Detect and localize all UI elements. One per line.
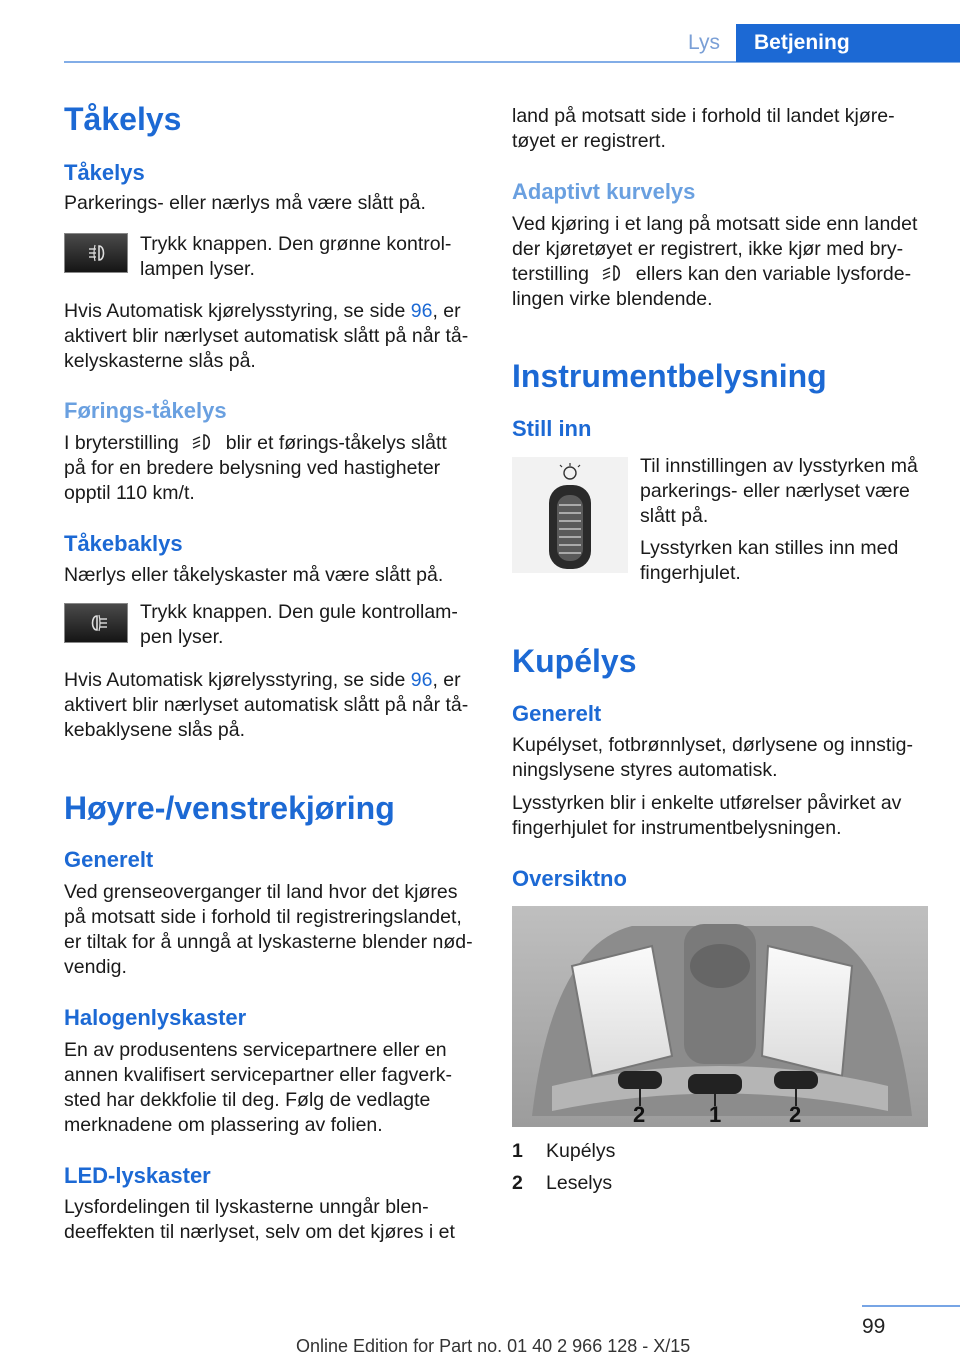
heading-kupelys: Kupélys	[512, 643, 637, 679]
paragraph-line: parkerings- eller nærlyset være	[640, 480, 910, 502]
paragraph-line: opptil 110 km/t.	[64, 482, 195, 504]
paragraph-line: aktivert blir nærlyset automatisk slått på når tå‐	[64, 694, 469, 716]
guide-fog-icon	[600, 263, 624, 283]
paragraph-line: Hvis Automatisk kjørelysstyring, se side 96, er	[64, 300, 461, 322]
instruction-line: Trykk knappen. Den gule kontrollam‐	[140, 601, 458, 623]
front-fog-icon	[87, 242, 109, 264]
footer-rule	[862, 1305, 960, 1307]
paragraph-line: kebaklysene slås på.	[64, 719, 246, 741]
paragraph-line: Kupélyset, fotbrønnlyset, dørlysene og innstig‐	[512, 734, 914, 756]
page-number: 99	[862, 1315, 886, 1338]
paragraph-line: fingerhjulet.	[640, 562, 741, 584]
photo-callout-label: 1	[709, 1102, 722, 1127]
paragraph-line: der kjøretøyet er registrert, ikke kjør med bry‐	[512, 238, 904, 260]
instruction-line: pen lyser.	[140, 626, 224, 648]
paragraph-line: Lysstyrken blir i enkelte utførelser påvirket av	[512, 792, 902, 814]
heading-takelys: Tåkelys	[64, 101, 182, 137]
paragraph-line: Til innstillingen av lysstyrken må	[640, 455, 918, 477]
thumbwheel-illustration	[512, 457, 628, 573]
subheading-still-inn: Still inn	[512, 416, 592, 441]
heading-instrumentbelysning: Instrumentbelysning	[512, 358, 827, 394]
subheading-halogenlyskaster: Halogenlyskaster	[64, 1005, 247, 1030]
subheading-oversiktno: Oversiktno	[512, 866, 627, 891]
paragraph: Nærlys eller tåkelyskaster må være slått på.	[64, 564, 444, 586]
paragraph-line: Hvis Automatisk kjørelysstyring, se side 96, er	[64, 669, 461, 691]
subheading-generelt: Generelt	[64, 847, 154, 872]
interior-light-illustration	[512, 906, 928, 1127]
paragraph-line: terstilling ellers kan den variable lysforde‐	[512, 263, 912, 285]
header-rule	[64, 61, 960, 63]
subheading-led-lyskaster: LED-lyskaster	[64, 1163, 211, 1188]
photo-callout-label: 2	[633, 1102, 646, 1127]
paragraph-line: er tiltak for å unngå at lyskasterne blender nød‐	[64, 931, 473, 953]
instruction-line: Trykk knappen. Den grønne kontrol‐	[140, 233, 452, 255]
legend-number: 2	[512, 1172, 523, 1194]
paragraph-line: Lysstyrken kan stilles inn med	[640, 537, 899, 559]
page-link[interactable]: 96	[410, 669, 433, 691]
interior-light-photo	[512, 906, 928, 1127]
legend-text: Leselys	[546, 1172, 613, 1194]
heading-hoyre-venstrekjoring: Høyre-/venstrekjøring	[64, 790, 395, 826]
paragraph-line: lingen virke blendende.	[512, 288, 713, 310]
legend-number: 1	[512, 1140, 523, 1162]
header-tab-lys[interactable]: Lys	[688, 31, 720, 54]
photo-callout-label: 2	[789, 1102, 802, 1127]
paragraph-line: slått på.	[640, 505, 709, 527]
subheading-takelys: Tåkelys	[64, 160, 145, 185]
paragraph-line: tøyet er registrert.	[512, 130, 666, 152]
rear-fog-button-image	[64, 603, 128, 643]
paragraph-line: Ved grenseoverganger til land hvor det kjøres	[64, 881, 458, 903]
subheading-forings-takelys: Førings-tåkelys	[64, 398, 227, 423]
paragraph-line: I bryterstilling blir et førings-tåkelys slått	[64, 432, 447, 454]
subheading-adaptivt-kurvelys: Adaptivt kurvelys	[512, 179, 696, 204]
paragraph-line: Lysfordelingen til lyskasterne unngår blen‐	[64, 1196, 429, 1218]
edition-footer: Online Edition for Part no. 01 40 2 966 128 - X/15	[296, 1336, 691, 1356]
paragraph-line: på motsatt side i forhold til registreringslandet,	[64, 906, 462, 928]
subheading-generelt: Generelt	[512, 701, 602, 726]
header-tab-betjening[interactable]: Betjening	[736, 24, 960, 62]
paragraph-line: sted har dekkfolie til deg. Følg de vedlagte	[64, 1089, 431, 1111]
paragraph-line: aktivert blir nærlyset automatisk slått på når tå‐	[64, 325, 469, 347]
paragraph-line: annen kvalifisert servicepartner eller fagverk‐	[64, 1064, 453, 1086]
legend-text: Kupélys	[546, 1140, 616, 1162]
paragraph-line: merknadene om plassering av folien.	[64, 1114, 383, 1136]
paragraph-line: kelyskasterne slås på.	[64, 350, 256, 372]
paragraph-line: Ved kjøring i et lang på motsatt side enn landet	[512, 213, 918, 235]
thumbwheel-image	[512, 457, 628, 573]
guide-fog-icon	[190, 432, 214, 452]
paragraph-line: på for en bredere belysning ved hastigheter	[64, 457, 441, 479]
paragraph-line: vendig.	[64, 956, 127, 978]
page-link[interactable]: 96	[410, 300, 433, 322]
paragraph-line: land på motsatt side i forhold til landet kjøre‐	[512, 105, 895, 127]
rear-fog-icon	[87, 612, 109, 634]
subheading-takebaklys: Tåkebaklys	[64, 531, 183, 556]
paragraph-line: fingerhjulet for instrumentbelysningen.	[512, 817, 842, 839]
paragraph-line: En av produsentens servicepartnere eller en	[64, 1039, 447, 1061]
front-fog-button-image	[64, 233, 128, 273]
instruction-line: lampen lyser.	[140, 258, 255, 280]
paragraph-line: deeffekten til nærlyset, selv om det kjøres i et	[64, 1221, 455, 1243]
paragraph-line: ningslysene styres automatisk.	[512, 759, 778, 781]
paragraph: Parkerings- eller nærlys må være slått på.	[64, 192, 426, 214]
